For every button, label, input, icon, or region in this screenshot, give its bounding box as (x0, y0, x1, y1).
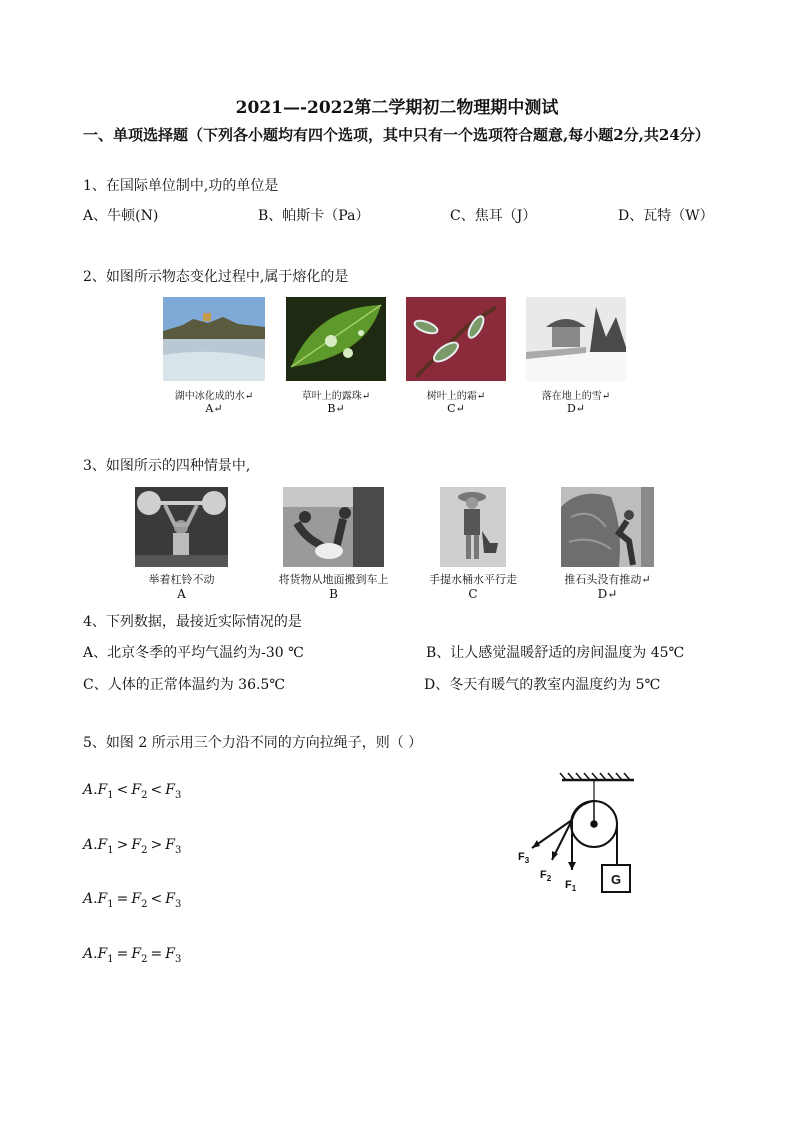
pushing-rock-photo (561, 487, 654, 567)
q5-option-b: $A.F_1 > F_2 > F_3$ (83, 837, 182, 856)
q1-option-a: A、牛顿(N) (83, 208, 159, 224)
q2-letter-d: D↵ (566, 402, 586, 415)
q3-stem: 3、如图所示的四种情景中, (83, 458, 251, 474)
q3-caption-b: 将货物从地面搬到车上 (278, 573, 389, 586)
exam-title: 2021—-2022第二学期初二物理期中测试 (235, 98, 559, 118)
q3-letter-c: C (468, 587, 478, 601)
snow-temple-photo (526, 297, 626, 381)
q2-letter-c: C↵ (447, 402, 465, 415)
q3-letter-d: D↵ (597, 587, 618, 601)
lifting-goods-photo (283, 487, 384, 567)
q3-caption-d: 推石头没有推动↵ (564, 573, 651, 586)
carrying-bucket-photo (440, 487, 506, 567)
leaf-dew-photo (286, 297, 386, 381)
section-heading: 一、单项选择题（下列各小题均有四个选项，其中只有一个选项符合题意,每小题2分,共24分） (83, 126, 710, 144)
q4-option-b: B、让人感觉温暖舒适的房间温度为 45℃ (426, 645, 685, 661)
frozen-lake-photo (163, 297, 265, 381)
q5-option-c: $A.F_1 = F_2 < F_3$ (83, 891, 182, 910)
weight-label: G (610, 872, 622, 887)
q3-letter-b: B (329, 587, 338, 601)
q4-stem: 4、下列数据，最接近实际情况的是 (83, 614, 302, 630)
q2-stem: 2、如图所示物态变化过程中,属于熔化的是 (83, 269, 349, 285)
weightlifter-photo (135, 487, 228, 567)
q1-option-c: C、焦耳（J） (450, 208, 537, 224)
q4-option-d: D、冬天有暖气的教室内温度约为 5℃ (424, 677, 661, 693)
q4-option-c: C、人体的正常体温约为 36.5℃ (83, 677, 285, 693)
q5-option-d: $A.F_1 = F_2 = F_3$ (83, 946, 182, 965)
q1-option-d: D、瓦特（W） (618, 208, 714, 224)
q2-letter-b: B↵ (327, 402, 345, 415)
q2-caption-a: 湖中冰化成的水↵ (174, 391, 254, 402)
q3-letter-a: A (177, 587, 186, 601)
force-label-f2: $F_2$ (540, 869, 552, 883)
force-label-f1: $F_1$ (565, 879, 577, 893)
pulley-diagram (510, 770, 640, 900)
q5-option-a: $A.F_1 < F_2 < F_3$ (83, 782, 182, 801)
q4-option-a: A、北京冬季的平均气温约为-30 ℃ (83, 645, 304, 661)
q5-stem: 5、如图 2 所示用三个力沿不同的方向拉绳子，则（ ） (83, 735, 423, 751)
q1-option-b: B、帕斯卡（Pa） (258, 208, 370, 224)
q2-caption-b: 草叶上的露珠↵ (301, 391, 371, 402)
q3-caption-a: 举着杠铃不动 (148, 573, 215, 586)
q2-caption-d: 落在地上的雪↵ (541, 391, 611, 402)
q1-stem: 1、在国际单位制中,功的单位是 (83, 178, 279, 194)
frost-leaves-photo (406, 297, 506, 381)
force-label-f3: $F_3$ (518, 851, 530, 865)
q2-caption-c: 树叶上的霜↵ (426, 391, 486, 402)
q2-letter-a: A↵ (205, 402, 223, 415)
q3-caption-c: 手提水桶水平行走 (429, 573, 517, 586)
